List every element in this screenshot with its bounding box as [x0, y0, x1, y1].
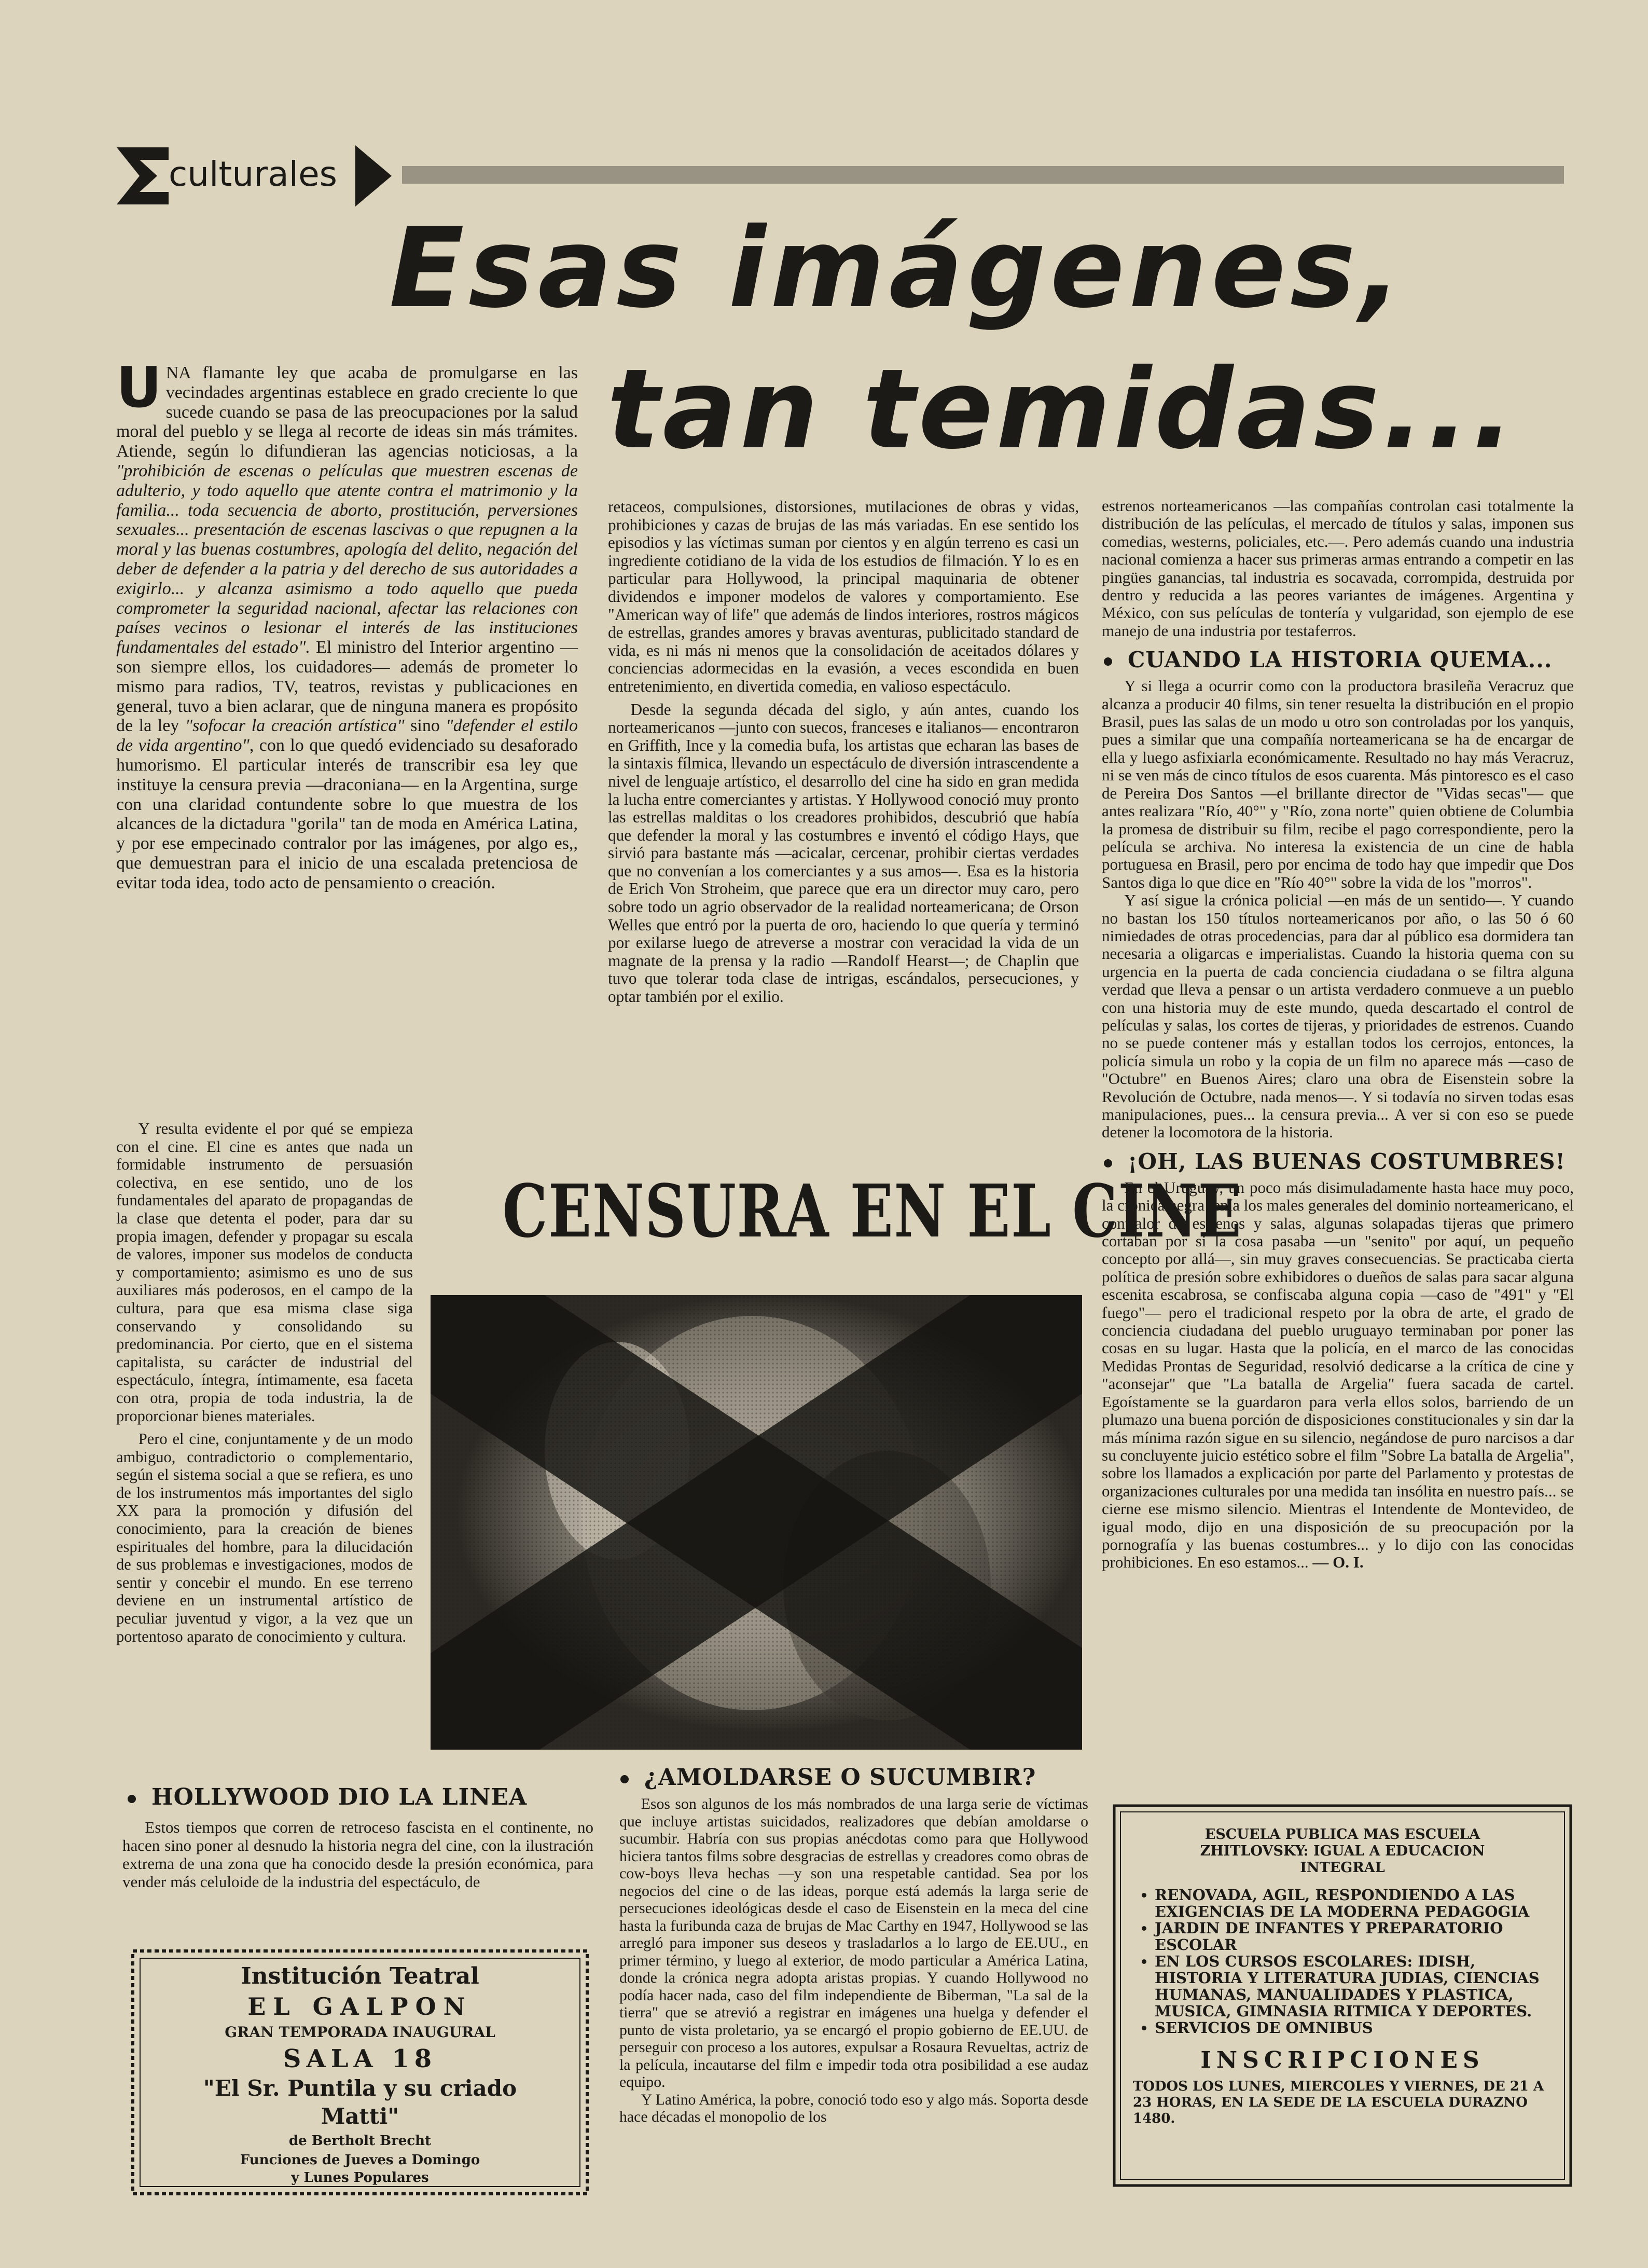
list-item: • JARDIN DE INFANTES Y PREPARATORIO ESCOLAR — [1155, 1920, 1552, 1953]
header-rule — [402, 166, 1564, 184]
amoldarse-body: Esos son algunos de los más nombrados de una larga serie de víctimas que incluye artistas suicidados, realizadores que debían amoldarse o sucumbir. Habría con sus propias anécdotas como para que Hollywood hiciera tantos films sobre desgracias de estrellas y creadores como obras de cow-boys lleva hechas —y son una respetable cantidad. Sea por los negocios del cine o de las ideas, porque está además la larga serie de persecuciones ideológicas desde el caso de Eisenstein en la meca del cine hasta la furibunda caza de brujas de Mac Carthy en 1947, Hollywood se las arregló para imponer sus deseos y trasladarlos a lo largo de EE.UU., en primer término, y luego al exterior, de modo particular a América Latina, donde la crónica negra adopta aristas propias. Y cuando Hollywood no podía hacer nada, caso del film independiente de Biberman, "La sal de la tierra" que se atrevió a registrar en imágenes una huelga y defender el punto de vista proletario, ya se encargó el propio gobierno de EE.UU. de perseguir con proceso a los autores, expulsar a Rosaura Revueltas, actriz de la película, incautarse del film e impedir toda otra posibilidad a ese audaz equipo. Y Latino América, la pobre, conoció todo eso y algo más. Soporta desde hace décadas el monopolio de los — [619, 1795, 1088, 2125]
paragraph-veracruz: Y si llega a ocurrir como con la productora brasileña Veracruz que alcanza a producir 40 films, sin tener resuelta la distribución en el propio Brasil, pues las salas de un modo u otro son controladas por los yanquis, pues a similar que una compañía norteamericana se ha de encargar de ella y luego asfixiarla económicamente. Resultado no hay más Veracruz, ni se ven más de cinco títulos de esos cuarenta. Más pintoresco es el caso de Pereira Dos Santos —el brillante director de "Vidas secas"— que antes realizara "Río, 40°" y "Río, zona norte" quien obtiene de Columbia la promesa de distribuir su film, recibe el pago correspondiente, pero la película se archiva. No interesa la existencia de un cine de habla portuguesa en Brasil, pero por encima de todo hay que impedir que Dos Santos diga lo que dice en "Río 40°" sobre la vida de los "morros". — [1102, 677, 1574, 891]
feature-title: CENSURA EN EL CINE — [502, 1169, 1242, 1254]
ad-el-galpon — [128, 1946, 592, 2199]
chevron-left-icon — [117, 147, 169, 204]
bullet-icon — [1104, 657, 1112, 666]
paragraph-uruguay: En el Uruguay, un poco más disimuladamente hasta hace muy poco, la crónica negra tenía los males generales del dominio norteamericano, el contralor de estrenos y salas, algunas solapadas tijeras que primero cortaban por si la cosa pasaba —un "senito" por aquí, un pequeño concepto por allá—, sin muy graves consecuencias. Se practicaba cierta política de presión sobre exhibidores o dueños de salas para sacar alguna escenita escabrosa, se confiscaba alguna copia —caso de "491" y "El fuego"— pero el tradicional respeto por la obra de arte, el grado de conciencia ciudadana del pueblo uruguayo terminaban por poner las cosas en su lugar. Hasta que la policía, en el marco de las conocidas Medidas Prontas de Seguridad, resolvió dedicarse a la crítica de cine y "aconsejar" que "La batalla de Argelia" fuera sacada de cartel. Egoístamente se la guardaron para verla ellos solos, barriendo de un plumazo una buena porción de disposiciones constitucionales y sin dar la más mínima razón sigue en su silencio, negándose de puro narcisos a dar su concluyente juicio estético sobre el film "Sobre La batalla de Argelia", sobre los llamados a explicación por parte del Parlamento y protestas de organizaciones culturales por una medida tan insólita en nuestro país... se cierne ese mismo silencio. Mientras el Intendente de Montevideo, de igual modo, dijo en una disposición de su preocupación por la pornografía y las buenas costumbres... y lo dijo con las conocidas prohibiciones. En eso estamos... — O. I. — [1102, 1178, 1574, 1572]
list-item: • RENOVADA, AGIL, RESPONDIENDO A LAS EXIGENCIAS DE LA MODERNA PEDAGOGIA — [1155, 1887, 1552, 1920]
bullet-icon — [128, 1795, 136, 1803]
ad-line-autor: de Bertholt Brecht — [288, 2133, 432, 2149]
ad-line-el-galpon: EL GALPON — [247, 1992, 473, 2020]
list-item: • EN LOS CURSOS ESCOLARES: IDISH, HISTORIA Y LITERATURA JUDIAS, CIENCIAS HUMANAS, MANUALIDADES Y PLASTICA, MUSICA, GIMNASIA RITMICA Y DEPORTES. — [1155, 1953, 1552, 2019]
drop-cap: U — [116, 355, 162, 420]
intro-paragraph: UNA flamante ley que acaba de promulgarse en las vecindades argentinas establece en grado creciente lo que sucede cuando se pasa de las preocupaciones por la salud moral del pueblo y se llega al recorte de ideas sin más trámites. Atiende, según lo difundieran las agencias noticiosas, a la "prohibición de escenas o películas que muestren escenas de adulterio, y todo aquello que atente contra el matrimonio y la familia... toda secuencia de aborto, prostitución, perversiones sexuales... presentación de escenas lascivas o que repugnen a la moral y las buenas costumbres, apología del delito, negación del deber de defender a la patria y del derecho de sus autoridades a exigirlo... y alcanza asimismo a todo aquello que pueda comprometer la seguridad nacional, afectar las relaciones con países vecinos o lesionar el interés de las instituciones fundamentales del estado". El ministro del Interior argentino —son siempre ellos, los cuidadores— además de prometer lo mismo para radios, TV, teatros, revistas y publicaciones en general, tuvo a bien aclarar, que de ninguna manera es propósito de la ley "sofocar la creación artística" sino "defender el estilo de vida argentino", con lo que quedó evidenciado su desaforado humorismo. El particular interés de transcribir esa ley que instituye la censura previa —draconiana— en la Argentina, surge con una claridad contundente sobre lo que muestra de los alcances de la dictadura "gorila" tan de moda en América Latina, y por ese empecinado contralor por las imágenes, por algo es,, que demuestran para el inicio de una escalada pretenciosa de evitar toda idea, todo acto de pensamiento o creación. — [116, 355, 578, 892]
author-signature: — O. I. — [1312, 1553, 1364, 1572]
section-header — [117, 141, 1564, 209]
headline-line-2: tan temidas... — [607, 345, 1517, 473]
subheading-hollywood: HOLLYWOOD DIO LA LINEA — [128, 1783, 527, 1812]
paragraph-cine-2: Pero el cine, conjuntamente y de un modo ambiguo, contradictorio o complementario, según el sistema social a que se refiera, es uno de los instrumentos más importantes del siglo XX para la promoción y difusión del conocimiento, para la creación de bienes espirituales del hombre, para la dilucidación de sus problemas e investigaciones, modos de sentir y concebir el mundo. En ese terreno deviene en un instrumental artístico de peculiar juventud y vigor, a la vez que un portentoso aparato de conocimiento y cultura. — [116, 1430, 413, 1645]
article-column-1 — [116, 355, 578, 893]
escuela-title: ESCUELA PUBLICA MAS ESCUELA ZHITLOVSKY: IGUAL A EDUCACION INTEGRAL — [1200, 1826, 1485, 1876]
paragraph-segunda-decada: Desde la segunda década del siglo, y aún antes, cuando los norteamericanos —junto con suecos, franceses e italianos— encontraron en Griffith, Ince y la comedia bufa, los artistas que echaran las bases de la sintaxis fílmica, llevando un espectáculo de diversión intrascendente a nivel de lenguaje artístico, el desarrollo del cine ha sido en gran medida la lucha entre comerciantes y artistas. Y Hollywood conoció muy pronto las estrellas malditas o los creadores prohibidos, descubrió que había que defender la moral y las costumbres e inventó el código Hays, que sirvió para bastante más —acicalar, cercenar, prohibir ciertas verdades que no convenían a los comerciantes y a sus amos—. Esa es la historia de Erich Von Stroheim, que parece que era un director muy caro, pero sobre todo un agrio observador de la realidad norteamericana; de Orson Welles que entró por la puerta de oro, haciendo lo que quería y terminó por exilarse luego de atreverse a mostrar con veracidad la vida de un magnate de la prensa y la radio —Randolf Hearst—; de Chaplin que tuvo que tolerar toda clase de intrigas, escándalos, persecuciones, y optar también por el exilio. — [608, 700, 1079, 1006]
article-column-2 — [608, 498, 1079, 1006]
ad-line-institucion: Institución Teatral — [241, 1963, 479, 1989]
arrow-right-icon — [355, 145, 392, 207]
headline-line-1: Esas imágenes, — [389, 204, 1406, 332]
ad-escuela-zhitlovsky — [1112, 1804, 1573, 2188]
bullet-icon — [620, 1775, 629, 1783]
bullet-icon — [1104, 1159, 1112, 1167]
section-label: culturales — [169, 154, 338, 194]
escuela-cta: INSCRIPCIONES — [1200, 2047, 1485, 2073]
ad-line-lunes: y Lunes Populares — [291, 2170, 429, 2185]
ad-line-funciones: Funciones de Jueves a Domingo — [240, 2152, 480, 2168]
escuela-features-list — [1133, 1887, 1552, 2036]
ad-line-obra: "El Sr. Puntila y su criado Matti" — [203, 2075, 517, 2129]
paragraph-cronica: Y así sigue la crónica policial —en más de un sentido—. Y cuando no bastan los 150 títulos norteamericanos por año, o las 50 ó 60 nimiedades de otras procedencias, para dar al público esa dormidera tan necesaria a oligarcas e imperialistas. Cuando la historia quema con su urgencia en la puerta de cada conciencia ciudadana o se filtra alguna verdad que lleva a pensar o un artista verdadero conmueve a un pueblo con una historia muy de este mundo, queda descartado el control de películas y salas, los cortes de tijeras, y prioridades de estrenos. Cuando no se puede contener más y estallan todos los cerrojos, entonces, la policía simula un robo y la copia de un film no aparece más —caso de "Octubre" en Buenos Aires; claro una obra de Eisenstein sobre la Revolución de Octubre, nada menos—. Y si todavía no sirven todas esas manipulaciones, pues... la censura previa... A ver si con eso se puede detener la locomotora de la historia. — [1102, 891, 1574, 1142]
ad-line-temporada: GRAN TEMPORADA INAUGURAL — [225, 2024, 495, 2041]
subheading-historia-quema: CUANDO LA HISTORIA QUEMA... — [1104, 647, 1574, 673]
article-column-3 — [1102, 497, 1574, 1572]
article-column-1b — [116, 1120, 413, 1645]
hollywood-body: Estos tiempos que corren de retroceso fascista en el continente, no hacen sino poner al desnudo la historia negra del cine, con la ilustración extrema de una zona que ha conocido desde la presión económica, para vender más celuloide de la industria del espectáculo, de — [122, 1818, 593, 1891]
subheading-amoldarse: ¿AMOLDARSE O SUCUMBIR? — [620, 1763, 1036, 1792]
paragraph-cine-1: Y resulta evidente el por qué se empieza con el cine. El cine es antes que nada un formidable instrumento de persuasión colectiva, en ese sentido, uno de los fundamentales del aparato de propagandas de la clase que detenta el poder, para dar su propia imagen, defender y propagar su escala de valores, imponer sus modelos de conducta y comportamiento; asimismo es uno de sus auxiliares más poderosos, en el campo de la cultura, para que esa misma clase siga conservando y consolidando su predominancia. Por cierto, que en el sistema capitalista, su carácter de industrial del espectáculo, íntegra, íntimamente, esa faceta con otra, propia de toda industria, la de proporcionar bienes materiales. — [116, 1120, 413, 1425]
ad-line-sala: SALA 18 — [283, 2044, 437, 2073]
escuela-footer: TODOS LOS LUNES, MIERCOLES Y VIERNES, DE 21 A 23 HORAS, EN LA SEDE DE LA ESCUELA DURAZNO 1480. — [1133, 2079, 1544, 2126]
subheading-buenas-costumbres: ¡OH, LAS BUENAS COSTUMBRES! — [1104, 1149, 1574, 1175]
list-item: • SERVICIOS DE OMNIBUS — [1155, 2019, 1552, 2036]
paragraph-retaceos: retaceos, compulsiones, distorsiones, mutilaciones de obras y vidas, prohibiciones y cazas de brujas de las más variadas. En ese sentido los episodios y las víctimas suman por cientos y en algún terreno es casi un ingrediente cotidiano de la vida de los estudios de filmación. Y lo es en particular para Hollywood, la principal maquinaria de obtener dividendos e imponer modelos de valores y comportamiento. Ese "American way of life" que además de lindos interiores, rostros mágicos de estrellas, grandes amores y bravas aventuras, publicitado standard de vida, es ni más ni menos que la consolidación de aceitados dólares y conciencias adormecidas en la evasión, a veces escondida en buen entretenimiento, en divertida comedia, en valioso espectáculo. — [608, 498, 1079, 695]
paragraph-estrenos: estrenos norteamericanos —las compañías controlan casi totalmente la distribución de las películas, el mercado de títulos y salas, imponen sus comedias, westerns, policiales, etc.—. Pero además cuando una industria nacional comienza a hacer sus primeras armas entrando a competir en las pingües ganancias, tal industria es socavada, corrompida, destruida por dentro y reducida a las peores variantes de imágenes. Argentina y México, con sus películas de tontería y vulgaridad, son ejemplo de ese manejo de una industria por testaferros. — [1102, 497, 1574, 640]
photo-illustration — [431, 1295, 1082, 1750]
feature-photo — [431, 1295, 1082, 1750]
